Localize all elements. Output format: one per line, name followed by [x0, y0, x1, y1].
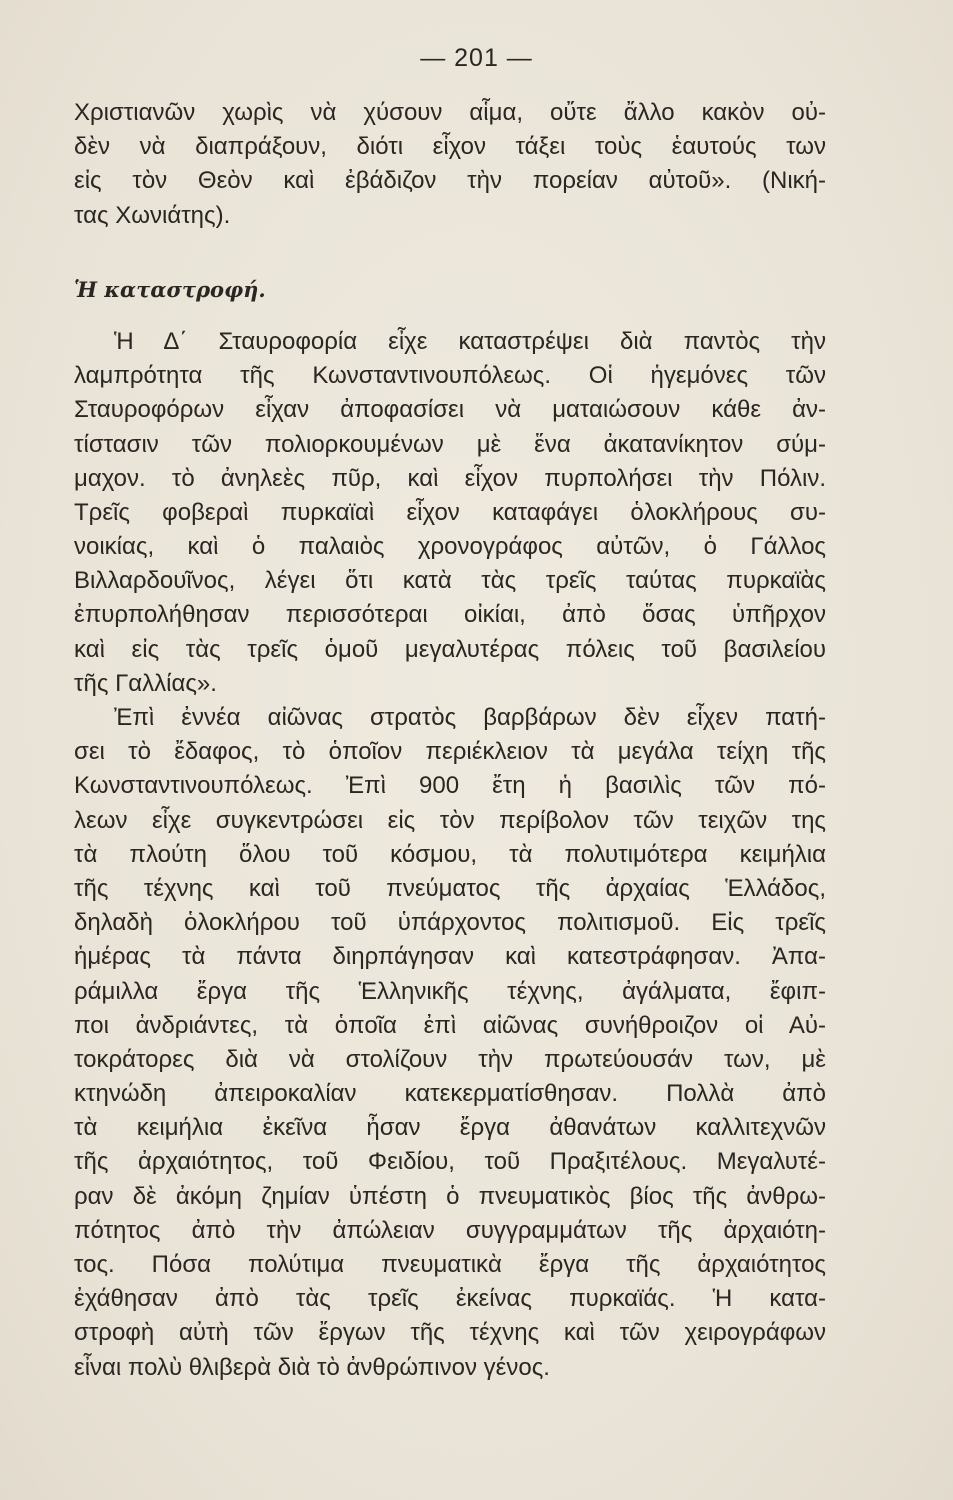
text-line: λαμπρότητα τῆς Κωνσταντινουπόλεως. Οἱ ἡγεμόνες τῶν — [74, 362, 826, 390]
text-line: τίστασιν τῶν πολιορκουμένων μὲ ἕνα ἀκατανίκητον σύμ- — [74, 430, 826, 458]
text-line: Κωνσταντινουπόλεως. Ἐπὶ 900 ἔτη ἡ βασιλὶς τῶν πό- — [74, 772, 826, 800]
text-line: Τρεῖς φοβεραὶ πυρκαϊαὶ εἶχον καταφάγει ὁλοκλήρους συ- — [74, 498, 826, 526]
text-line: ποι ἀνδριάντες, τὰ ὁποῖα ἐπὶ αἰῶνας συνήθροιζον οἱ Αὐ- — [74, 1011, 826, 1039]
text-line: σει τὸ ἔδαφος, τὸ ὁποῖον περιέκλειον τὰ μεγάλα τείχη τῆς — [74, 738, 826, 766]
text-line: Ἡ Δ΄ Σταυροφορία εἶχε καταστρέψει διὰ παντὸς τὴν — [114, 327, 826, 355]
body-text — [74, 96, 826, 1385]
text-line: εἰς τὸν Θεὸν καὶ ἐβάδιζον τὴν πορείαν αὐτοῦ». (Νική- — [74, 167, 826, 195]
text-line: τας Χωνιάτης). — [74, 201, 231, 229]
text-line: τῆς Γαλλίας». — [74, 669, 217, 697]
text-line: τοκράτορες διὰ νὰ στολίζουν τὴν πρωτεύουσάν των, μὲ — [74, 1045, 826, 1073]
page-number: — 201 — — [420, 44, 533, 72]
text-line: εἶναι πολὺ θλιβερὰ διὰ τὸ ἀνθρώπινον γένος. — [74, 1353, 550, 1381]
paragraph-2 — [74, 701, 826, 1385]
text-line: κτηνώδη ἀπειροκαλίαν κατεκερματίσθησαν. Πολλὰ ἀπὸ — [74, 1080, 826, 1108]
text-line: Σταυροφόρων εἶχαν ἀποφασίσει νὰ ματαιώσουν κάθε ἀν- — [74, 396, 826, 424]
text-line: δηλαδὴ ὁλοκλήρου τοῦ ὑπάρχοντος πολιτισμοῦ. Εἰς τρεῖς — [74, 909, 826, 937]
paragraph-intro — [74, 96, 826, 233]
text-line: τος. Πόσα πολύτιμα πνευματικὰ ἔργα τῆς ἀρχαιότητος — [74, 1251, 826, 1278]
text-line: μαχον. τὸ ἀνηλεὲς πῦρ, καὶ εἶχον πυρπολήσει τὴν Πόλιν. — [74, 464, 826, 492]
text-line: τῆς τέχνης καὶ τοῦ πνεύματος τῆς ἀρχαίας Ἑλλάδος, — [74, 874, 826, 902]
text-line: πότητος ἀπὸ τὴν ἀπώλειαν συγγραμμάτων τῆς ἀρχαιότη- — [74, 1216, 826, 1244]
text-line: στροφὴ αὐτὴ τῶν ἔργων τῆς τέχνης καὶ τῶν χειρογράφων — [74, 1319, 826, 1347]
text-line: τῆς ἀρχαιότητος, τοῦ Φειδίου, τοῦ Πραξιτέλους. Μεγαλυτέ- — [74, 1148, 826, 1176]
text-line: ἡμέρας τὰ πάντα διηρπάγησαν καὶ κατεστράφησαν. Ἀπα- — [74, 943, 826, 971]
text-line: ἐχάθησαν ἀπὸ τὰς τρεῖς ἐκείνας πυρκαϊάς. Ἡ κατα- — [74, 1285, 826, 1313]
text-line: τὰ πλούτη ὅλου τοῦ κόσμου, τὰ πολυτιμότερα κειμήλια — [74, 840, 826, 868]
text-line: Χριστιανῶν χωρὶς νὰ χύσουν αἷμα, οὔτε ἄλλο κακὸν οὐ- — [74, 99, 826, 126]
text-line: λεων εἶχε συγκεντρώσει εἰς τὸν περίβολον τῶν τειχῶν της — [74, 806, 826, 834]
text-line: ἐπυρπολήθησαν περισσότεραι οἰκίαι, ἀπὸ ὅσας ὑπῆρχον — [74, 601, 826, 629]
text-line: τὰ κειμήλια ἐκεῖνα ἦσαν ἔργα ἀθανάτων καλλιτεχνῶν — [74, 1114, 826, 1142]
paragraph-1 — [74, 325, 826, 701]
text-line: Ἐπὶ ἐννέα αἰῶνας στρατὸς βαρβάρων δὲν εἶχεν πατή- — [114, 704, 826, 731]
text-line: δὲν νὰ διαπράξουν, διότι εἶχον τάξει τοὺς ἑαυτούς των — [74, 133, 826, 161]
text-line: ραν δὲ ἀκόμη ζημίαν ὑπέστη ὁ πνευματικὸς βίος τῆς ἀνθρω- — [74, 1182, 826, 1210]
text-line: καὶ εἰς τὰς τρεῖς ὁμοῦ μεγαλυτέρας πόλεις τοῦ βασιλείου — [74, 635, 826, 663]
section-heading: Ἡ καταστροφή. — [74, 276, 266, 302]
text-line: νοικίας, καὶ ὁ παλαιὸς χρονογράφος αὐτῶν, ὁ Γάλλος — [74, 533, 826, 561]
text-line: ράμιλλα ἔργα τῆς Ἑλληνικῆς τέχνης, ἀγάλματα, ἔφιπ- — [74, 977, 826, 1005]
text-line: Βιλλαρδουῖνος, λέγει ὅτι κατὰ τὰς τρεῖς ταύτας πυρκαϊὰς — [74, 567, 826, 595]
